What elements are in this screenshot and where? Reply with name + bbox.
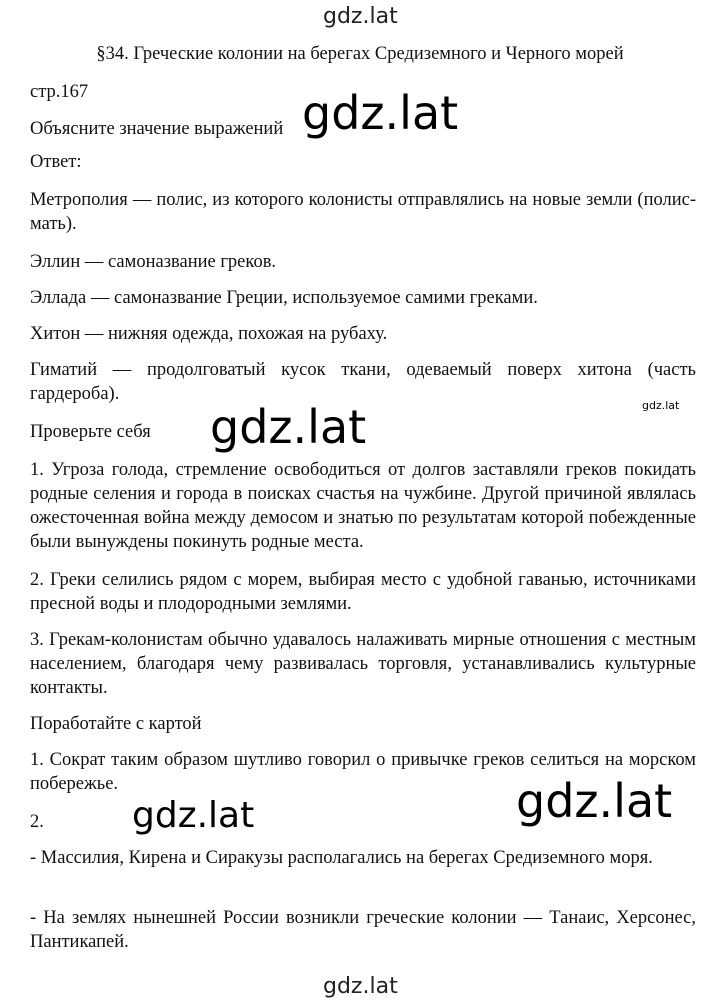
watermark-big-1: gdz.lat <box>302 86 459 140</box>
watermark-mid: gdz.lat <box>132 795 255 836</box>
doc-title: §34. Греческие колонии на берегах Средиземного и Черного морей <box>96 44 624 64</box>
definition-gimatiy: Гиматий — продолговатый кусок ткани, одеваемый поверх хитона (часть гардероба). <box>30 360 696 404</box>
watermark-bottom: gdz.lat <box>323 974 398 999</box>
watermark-big-3: gdz.lat <box>516 774 673 828</box>
definition-ellada: Эллада — самоназвание Греции, используемое самими греками. <box>30 288 538 308</box>
definition-metropolia: Метрополия — полис, из которого колонисты отправлялись на новые земли (полис-мать). <box>30 190 696 234</box>
task-explain: Объясните значение выражений <box>30 119 284 139</box>
check-answer-1: 1. Угроза голода, стремление освободиться от долгов заставляли греков покидать родные селения и города в поисках счастья на чужбине. Другой причиной являлась ожесточенная война между демосом и знатью по результатам которой побежденные были вынуждены покинуть родные места. <box>30 460 696 552</box>
watermark-tiny: gdz.lat <box>642 399 680 412</box>
map-answer-2-number: 2. <box>30 812 44 832</box>
watermark-big-2: gdz.lat <box>210 400 367 454</box>
answer-label: Ответ: <box>30 152 82 172</box>
watermark-top: gdz.lat <box>323 4 398 29</box>
map-answer-2a: - Массилия, Кирена и Сиракузы располагались на берегах Средиземного моря. <box>30 848 653 868</box>
check-answer-2: 2. Греки селились рядом с морем, выбирая место с удобной гаванью, источниками пресной воды и плодородными землями. <box>30 570 696 614</box>
page-reference: стр.167 <box>30 82 89 102</box>
check-answer-3: 3. Грекам-колонистам обычно удавалось налаживать мирные отношения с местным населением, благодаря чему развивалась торговля, устанавливались культурные контакты. <box>30 630 696 698</box>
definition-ellin: Эллин — самоназвание греков. <box>30 252 277 272</box>
definition-hiton: Хитон — нижняя одежда, похожая на рубаху. <box>30 324 388 344</box>
map-answer-1: 1. Сократ таким образом шутливо говорил о привычке греков селиться на морском побережье. <box>30 750 696 794</box>
check-yourself-label: Проверьте себя <box>30 422 151 442</box>
map-answer-2b: - На землях нынешней России возникли греческие колонии — Танаис, Херсонес, Пантикапей. <box>30 908 696 952</box>
map-work-label: Поработайте с картой <box>30 714 202 734</box>
